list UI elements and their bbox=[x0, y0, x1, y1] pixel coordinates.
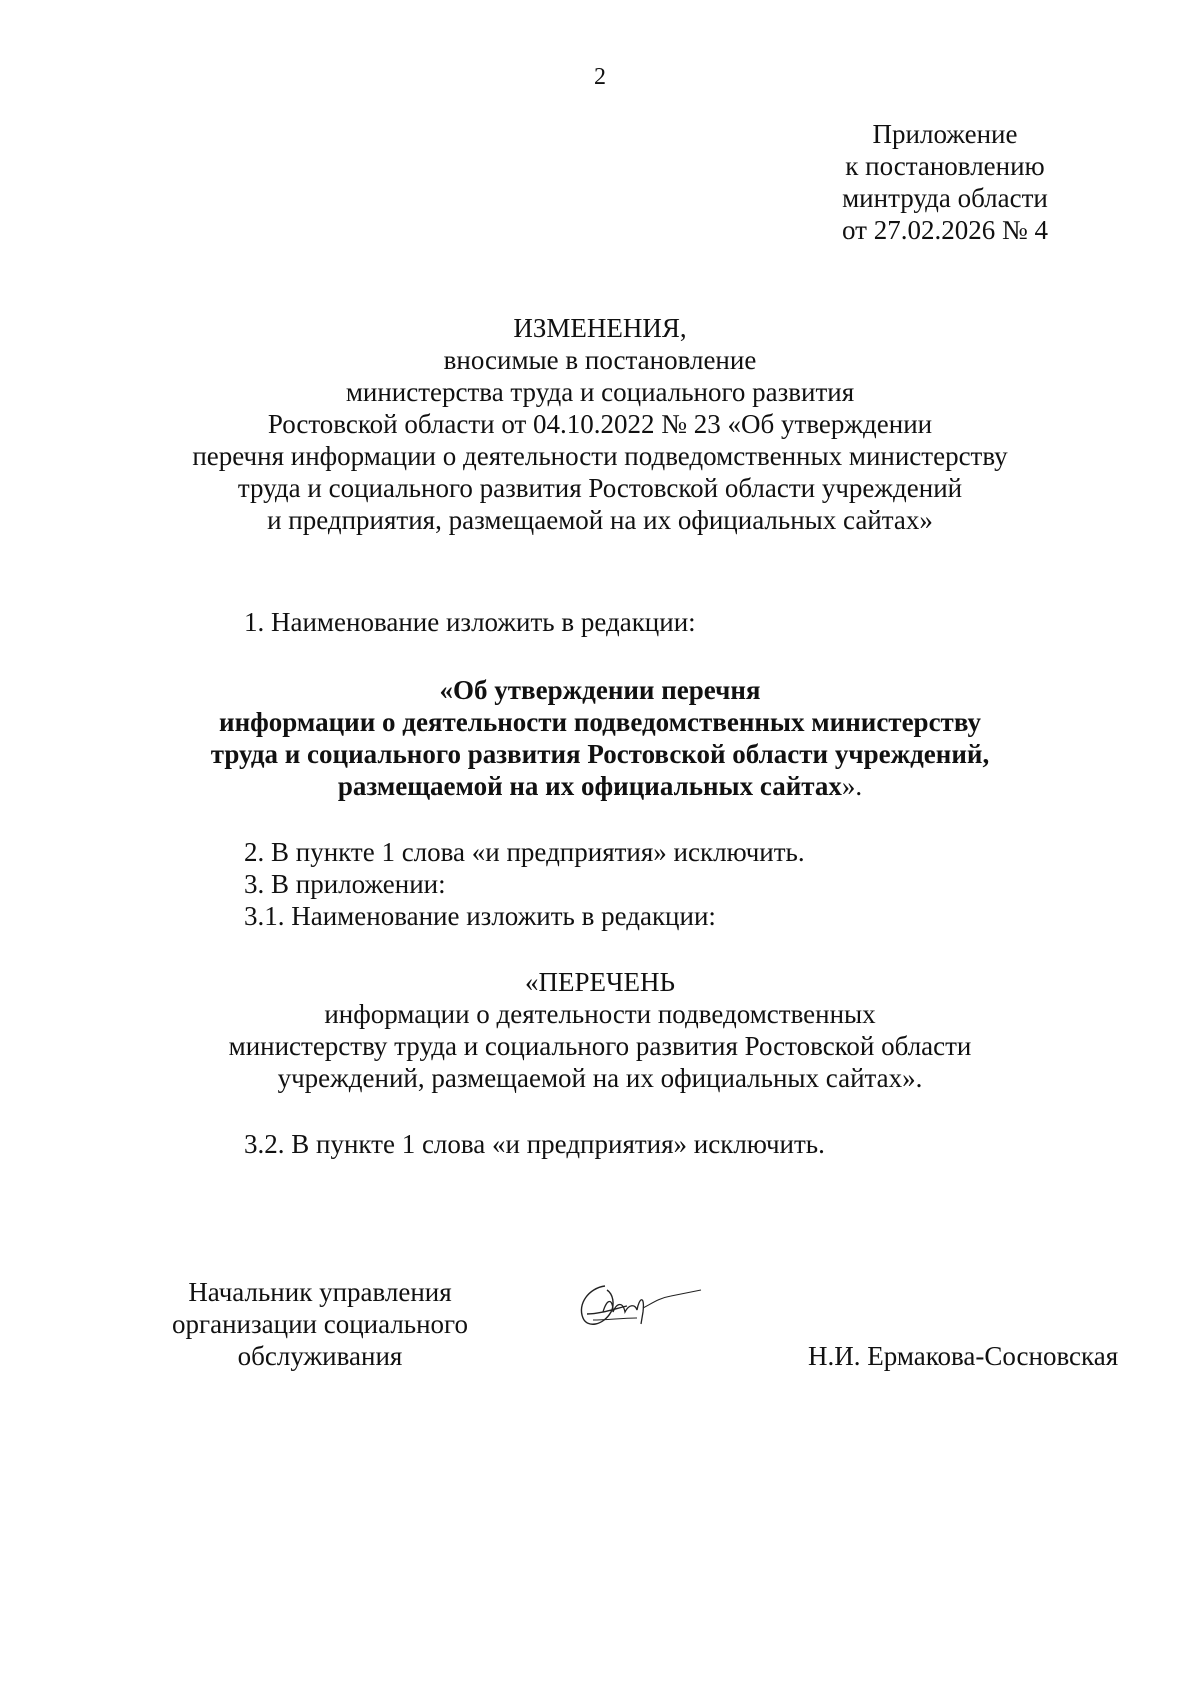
new-title-line: «Об утверждении перечня bbox=[439, 675, 761, 705]
item-3-1: 3.1. Наименование изложить в редакции: bbox=[244, 901, 716, 931]
heading-line: перечня информации о деятельности подведомственных министерству bbox=[192, 441, 1008, 471]
new-title-line: информации о деятельности подведомственных министерству bbox=[219, 707, 981, 737]
list-title-line: «ПЕРЕЧЕНЬ bbox=[524, 967, 676, 997]
appendix-line: минтруда области bbox=[842, 183, 1048, 213]
heading-line: и предприятия, размещаемой на их официальных сайтах» bbox=[267, 505, 933, 535]
new-title-line: труда и социального развития Ростовской области учреждений, bbox=[210, 739, 990, 769]
handwritten-signature bbox=[567, 1268, 707, 1338]
item-3: 3. В приложении: bbox=[244, 869, 446, 899]
item-2: 2. В пункте 1 слова «и предприятия» исключить. bbox=[244, 837, 805, 867]
list-title-line: министерству труда и социального развития Ростовской области bbox=[228, 1031, 972, 1061]
appendix-line: от 27.02.2026 № 4 bbox=[842, 215, 1048, 245]
heading-title: ИЗМЕНЕНИЯ, bbox=[513, 313, 687, 343]
signatory-name: Н.И. Ермакова-Сосновская bbox=[808, 1341, 1119, 1371]
position-line: организации социального bbox=[172, 1309, 468, 1339]
page-number: 2 bbox=[594, 64, 606, 90]
new-title-tail: ». bbox=[841, 771, 863, 801]
item-1: 1. Наименование изложить в редакции: bbox=[244, 607, 696, 637]
item-3-2: 3.2. В пункте 1 слова «и предприятия» исключить. bbox=[244, 1129, 825, 1159]
position-line: обслуживания bbox=[237, 1341, 403, 1371]
heading-line: труда и социального развития Ростовской области учреждений bbox=[237, 473, 963, 503]
heading-line: Ростовской области от 04.10.2022 № 23 «Об утверждении bbox=[267, 409, 933, 439]
list-title-line: информации о деятельности подведомственных bbox=[324, 999, 876, 1029]
list-title-line: учреждений, размещаемой на их официальных сайтах». bbox=[277, 1063, 923, 1093]
appendix-line: к постановлению bbox=[845, 151, 1045, 181]
heading-line: вносимые в постановление bbox=[443, 345, 757, 375]
heading-line: министерства труда и социального развития bbox=[345, 377, 855, 407]
position-line: Начальник управления bbox=[188, 1277, 452, 1307]
new-title-last-part: размещаемой на их официальных сайтах bbox=[337, 771, 842, 801]
appendix-line: Приложение bbox=[872, 119, 1018, 149]
new-title-line bbox=[0, 770, 1200, 802]
